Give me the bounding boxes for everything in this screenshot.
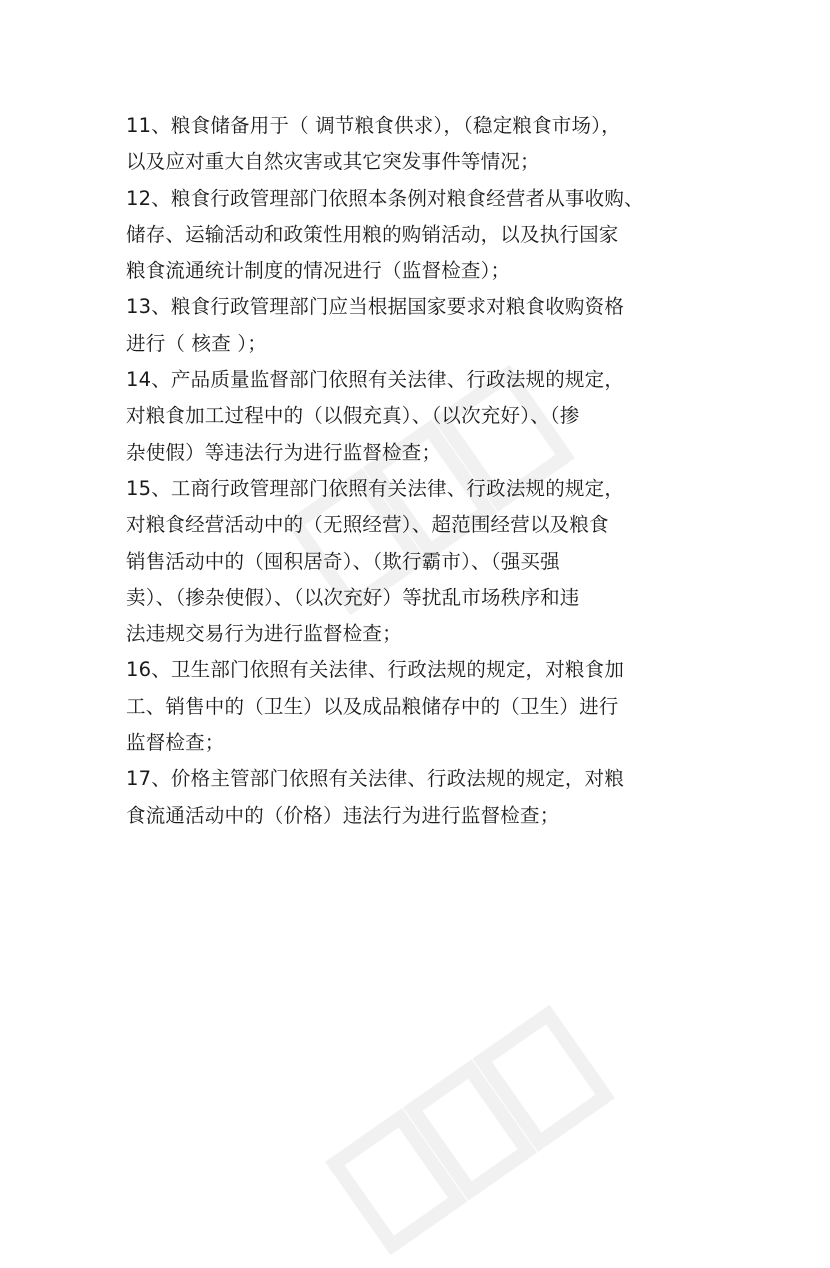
text-line: 法违规交易行为进行监督检查； bbox=[126, 622, 402, 646]
text-line: 食流通活动中的（价格）违法行为进行监督检查； bbox=[126, 803, 560, 827]
watermark-icon bbox=[315, 992, 625, 1267]
text-line: 进行（ 核查 ）； bbox=[126, 331, 267, 355]
text-line: 13、粮食行政管理部门应当根据国家要求对粮食收购资格 bbox=[126, 295, 625, 319]
text-line: 销售活动中的（囤积居奇）、（欺行霸市）、（强买强 bbox=[126, 549, 560, 573]
text-line: 对粮食加工过程中的（以假充真）、（以次充好）、（掺 bbox=[126, 404, 580, 428]
text-line: 工、销售中的（卫生）以及成品粮储存中的（卫生）进行 bbox=[126, 694, 619, 718]
text-line: 17、价格主管部门依照有关法律、行政法规的规定，对粮 bbox=[126, 767, 625, 791]
text-line: 12、粮食行政管理部门依照本条例对粮食经营者从事收购、 bbox=[126, 186, 644, 210]
text-line: 14、产品质量监督部门依照有关法律、行政法规的规定， bbox=[126, 368, 625, 392]
text-line: 杂使假）等违法行为进行监督检查； bbox=[126, 440, 442, 464]
text-line: 卖）、（掺杂使假）、（以次充好）等扰乱市场秩序和违 bbox=[126, 585, 580, 609]
text-line: 15、工商行政管理部门依照有关法律、行政法规的规定， bbox=[126, 476, 625, 500]
text-line: 监督检查； bbox=[126, 731, 225, 755]
text-line: 16、卫生部门依照有关法律、行政法规的规定，对粮食加 bbox=[126, 658, 625, 682]
text-line: 以及应对重大自然灾害或其它突发事件等情况； bbox=[126, 150, 540, 174]
text-line: 粮食流通统计制度的情况进行（监督检查）； bbox=[126, 259, 511, 283]
text-line: 对粮食经营活动中的（无照经营）、超范围经营以及粮食 bbox=[126, 513, 609, 537]
document-body bbox=[126, 108, 726, 834]
text-line: 11、粮食储备用于（ 调节粮食供求），（稳定粮食市场）， bbox=[126, 114, 621, 137]
text-line: 储存、运输活动和政策性用粮的购销活动，以及执行国家 bbox=[126, 222, 619, 246]
